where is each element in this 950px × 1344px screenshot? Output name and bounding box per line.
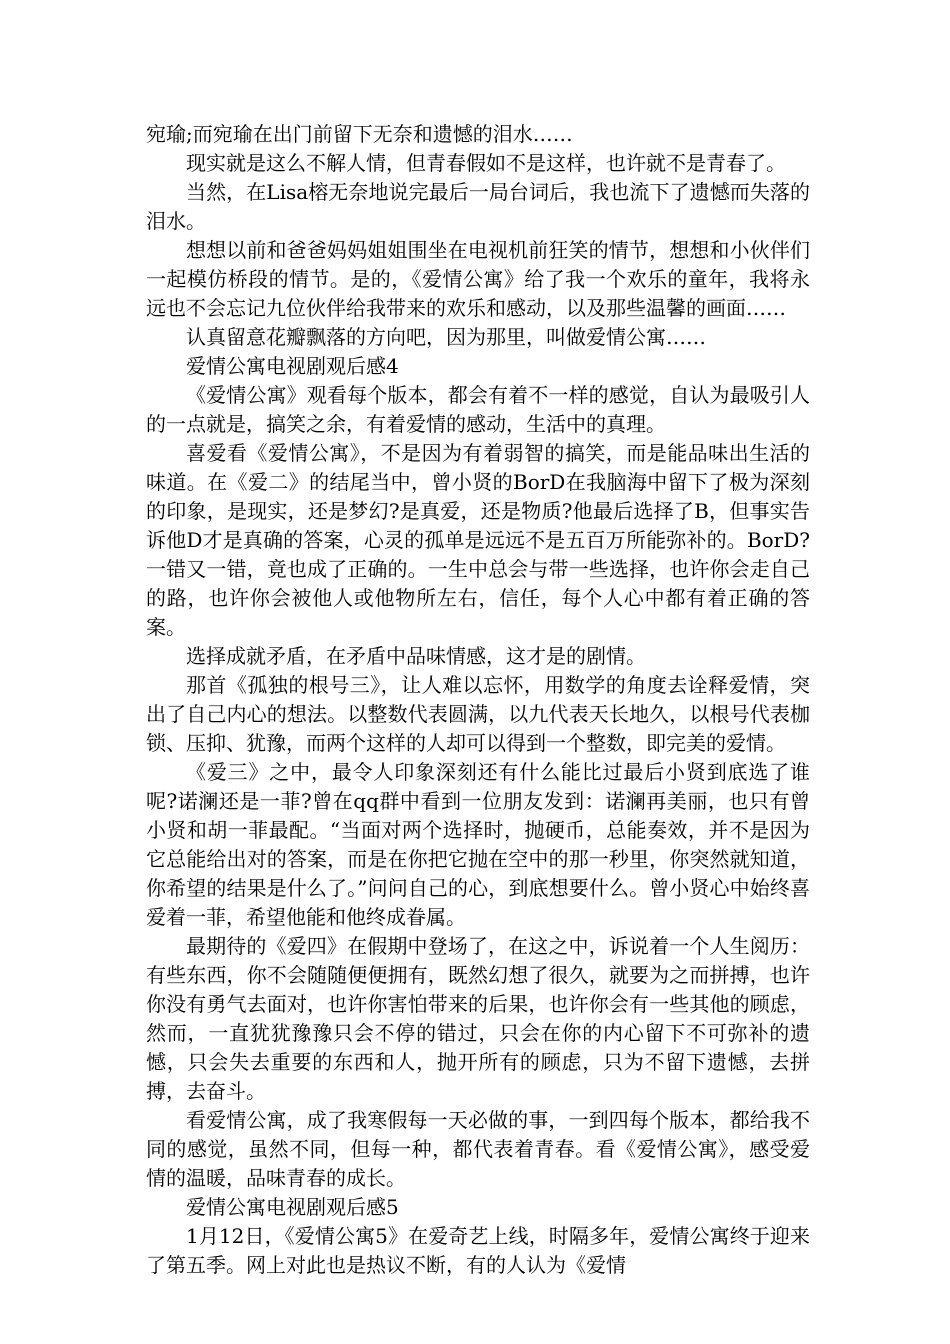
section-heading: 爱情公寓电视剧观后感5 bbox=[186, 1195, 399, 1219]
paragraph: 喜爱看《爱情公寓》，不是因为有着弱智的搞笑，而是能品味出生活的味道。在《爱二》的结尾当中，曾小贤的BorD在我脑海中留下了极为深刻的印象，是现实，还是梦幻?是真爱，还是物质?他最后选择了B，但事实告诉他D才是真确的答案，心灵的孤单是远远不是五百万所能弥补的。BorD?一错又一错，竟也成了正确的。一生中总会与带一些选择，也许你会走自己的路，也许你会被他人或他物所左右，信任，每个人心中都有着正确的答案。 bbox=[146, 441, 810, 639]
section-heading: 爱情公寓电视剧观后感4 bbox=[186, 354, 399, 378]
paragraph: 认真留意花瓣飘落的方向吧，因为那里，叫做爱情公寓…… bbox=[186, 325, 706, 349]
paragraph: 看爱情公寓，成了我寒假每一天必做的事，一到四每个版本，都给我不同的感觉，虽然不同，但每一种，都代表着青春。看《爱情公寓》，感受爱情的温暖，品味青春的成长。 bbox=[146, 1108, 810, 1190]
document-page bbox=[146, 120, 810, 1280]
paragraph: 那首《孤独的根号三》，让人难以忘怀，用数学的角度去诠释爱情，突出了自己内心的想法。以整数代表圆满，以九代表天长地久，以根号代表枷锁、压抑、犹豫，而两个这样的人却可以得到一个整数，即完美的爱情。 bbox=[146, 673, 810, 755]
paragraph: 当然，在Lisa榕无奈地说完最后一局台词后，我也流下了遗憾而失落的泪水。 bbox=[146, 180, 810, 233]
paragraph: 宛瑜;而宛瑜在出门前留下无奈和遗憾的泪水…… bbox=[146, 122, 573, 146]
paragraph: 《爱三》之中，最令人印象深刻还有什么能比过最后小贤到底选了谁呢?诺澜还是一菲?曾在qq群中看到一位朋友发到：诺澜再美丽，也只有曾小贤和胡一菲最配。“当面对两个选择时，抛硬币，总能奏效，并不是因为它总能给出对的答案，而是在你把它抛在空中的那一秒里，你突然就知道，你希望的结果是什么了。”问问自己的心，到底想要什么。曾小贤心中始终喜爱着一菲，希望他能和他终成眷属。 bbox=[146, 760, 810, 929]
paragraph: 想想以前和爸爸妈妈姐姐围坐在电视机前狂笑的情节，想想和小伙伴们一起模仿桥段的情节。是的，《爱情公寓》给了我一个欢乐的童年，我将永远也不会忘记九位伙伴给我带来的欢乐和感动，以及那些温馨的画面…… bbox=[146, 238, 810, 320]
paragraph: 最期待的《爱四》在假期中登场了，在这之中，诉说着一个人生阅历：有些东西，你不会随随便便拥有，既然幻想了很久，就要为之而拼搏，也许你没有勇气去面对，也许你害怕带来的后果，也许你会有一些其他的顾虑，然而，一直犹犹豫豫只会不停的错过，只会在你的内心留下不可弥补的遗憾，只会失去重要的东西和人，抛开所有的顾虑，只为不留下遗憾，去拼搏，去奋斗。 bbox=[146, 934, 810, 1103]
paragraph: 选择成就矛盾，在矛盾中品味情感，这才是的剧情。 bbox=[186, 644, 646, 668]
paragraph: 《爱情公寓》观看每个版本，都会有着不一样的感觉，自认为最吸引人的一点就是，搞笑之余，有着爱情的感动，生活中的真理。 bbox=[146, 383, 810, 436]
paragraph: 现实就是这么不解人情，但青春假如不是这样，也许就不是青春了。 bbox=[186, 151, 786, 175]
paragraph: 1月12日，《爱情公寓5》在爱奇艺上线，时隔多年，爱情公寓终于迎来了第五季。网上对此也是热议不断，有的人认为《爱情 bbox=[146, 1224, 810, 1277]
